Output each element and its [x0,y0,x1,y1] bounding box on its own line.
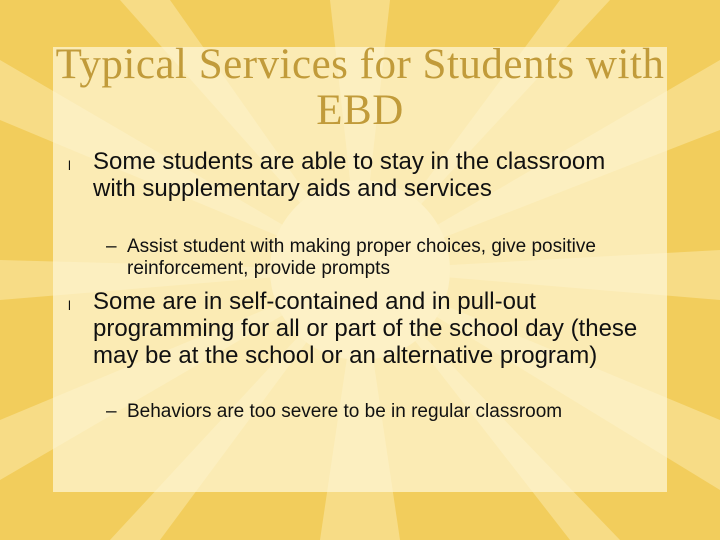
sub-bullet-dash: – [106,401,117,422]
bullet-item-1: Some students are able to stay in the classroom with supplementary aids and services [93,148,606,202]
sub-bullet-dash: – [106,236,117,257]
slide-title: Typical Services for Students with EBD [55,41,665,134]
bullet-item-2: Some are in self-contained and in pull-out programming for all or part of the school day (these may be at the school or an alternative program) [93,288,638,369]
sub-bullet-item-1: Assist student with making proper choices, give positive reinforcement, provide prompts [127,236,596,279]
bullet-icon: l [68,298,71,313]
bullet-icon: l [68,158,71,173]
sub-bullet-item-2: Behaviors are too severe to be in regular classroom [127,401,563,422]
